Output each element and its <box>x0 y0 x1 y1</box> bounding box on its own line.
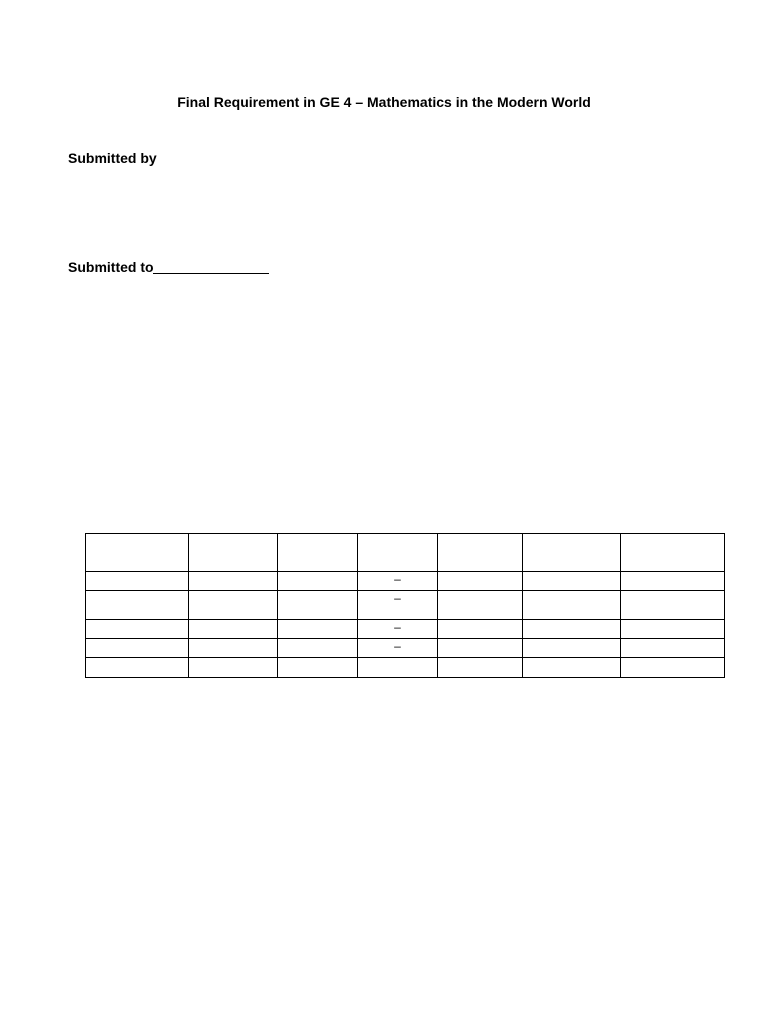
document-title: Final Requirement in GE 4 – Mathematics in the Modern World <box>177 94 591 110</box>
table-cell <box>189 639 278 658</box>
table-row <box>86 591 725 620</box>
table-cell <box>278 639 358 658</box>
table-cell <box>278 591 358 620</box>
submitted-by-label: Submitted by <box>68 150 157 166</box>
table-cell <box>438 591 523 620</box>
table-cell <box>621 658 725 678</box>
table-cell <box>86 639 189 658</box>
table-row <box>86 639 725 658</box>
table-cell <box>523 620 621 639</box>
table-cell <box>86 658 189 678</box>
table-cell <box>86 572 189 591</box>
table-cell <box>621 572 725 591</box>
table-cell <box>189 658 278 678</box>
table-cell <box>358 572 438 591</box>
table-cell <box>438 620 523 639</box>
table-cell <box>621 591 725 620</box>
table-cell <box>438 658 523 678</box>
table-cell <box>189 591 278 620</box>
table-cell <box>358 534 438 572</box>
table-cell <box>86 620 189 639</box>
table-cell <box>438 534 523 572</box>
table-row <box>86 572 725 591</box>
table-cell <box>86 534 189 572</box>
table-cell <box>278 620 358 639</box>
table-cell <box>189 534 278 572</box>
dash-mark: – <box>394 591 401 605</box>
table-cell <box>523 534 621 572</box>
table-cell <box>189 620 278 639</box>
table-cell <box>278 534 358 572</box>
dash-mark: – <box>394 572 401 586</box>
table-cell <box>358 591 438 620</box>
table-cell <box>523 572 621 591</box>
table-cell <box>358 620 438 639</box>
data-table <box>85 533 725 678</box>
dash-mark: – <box>394 620 401 634</box>
dash-mark: – <box>394 639 401 653</box>
table-cell <box>621 639 725 658</box>
table-row <box>86 620 725 639</box>
table-header-row <box>86 534 725 572</box>
table-row <box>86 658 725 678</box>
table-cell <box>523 639 621 658</box>
table-cell <box>621 534 725 572</box>
table-cell <box>438 639 523 658</box>
table-cell <box>523 591 621 620</box>
table-cell <box>278 658 358 678</box>
table-cell <box>358 658 438 678</box>
submitted-to-blank-line <box>153 273 269 274</box>
table-cell <box>86 591 189 620</box>
table-cell <box>189 572 278 591</box>
table-cell <box>523 658 621 678</box>
table-cell <box>358 639 438 658</box>
table-cell <box>438 572 523 591</box>
table-cell <box>278 572 358 591</box>
table-cell <box>621 620 725 639</box>
submitted-to-label: Submitted to <box>68 259 154 275</box>
